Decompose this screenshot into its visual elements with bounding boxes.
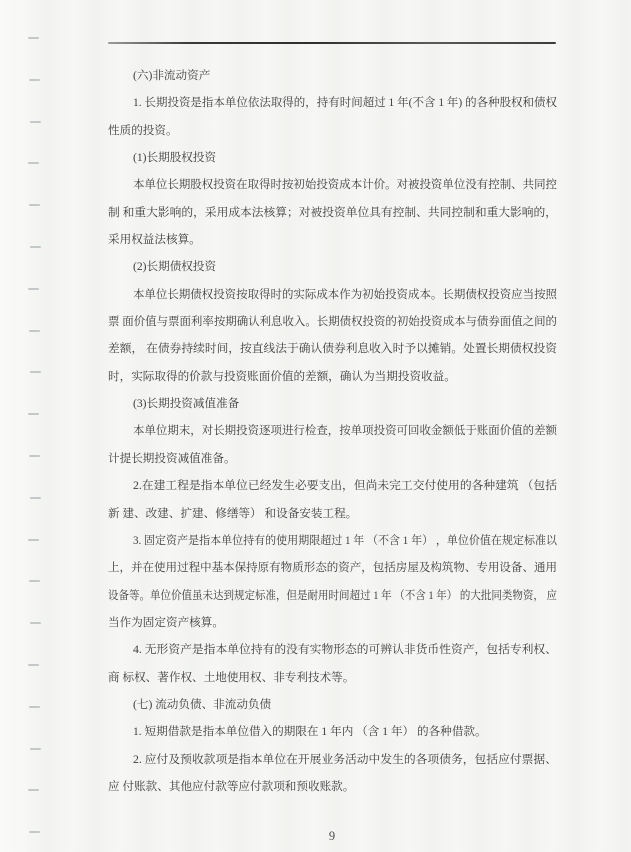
margin-mark	[29, 204, 40, 206]
text-line: 4. 无形资产是指本单位持有的没有实物形态的可辨认非货币性资产，包括专利权、	[133, 643, 557, 657]
margin-mark	[30, 121, 41, 123]
margin-mark	[30, 622, 41, 624]
margin-mark	[29, 455, 40, 457]
margin-mark	[30, 371, 41, 373]
text-line: 设备等。单位价值虽未达到规定标准，但是耐用时间超过 1 年 （不含 1 年） 的大批同类物资， 应	[108, 588, 557, 602]
text-line: (六)非流动资产	[133, 69, 211, 82]
margin-mark	[29, 580, 40, 582]
margin-mark	[30, 497, 41, 499]
margin-mark	[28, 37, 39, 39]
text-line: 制 和重大影响的，采用成本法核算；对被投资单位具有控制、共同控制和重大影响的，	[108, 205, 557, 219]
text-line: 上，并在使用过程中基本保持原有物质形态的资产，包括房屋及构筑物、专用设备、通用	[108, 561, 557, 575]
text-line: 差额， 在债券持续时间，按直线法于确认债券利息收入时予以摊销。处置长期债权投资	[108, 342, 557, 356]
text-line: 计提长期投资减值准备。	[108, 451, 236, 465]
text-line: 应 付账款、其他应付款等应付款项和预收账款。	[108, 779, 355, 793]
text-line: 新 建、改建、扩建、修缮等） 和设备安装工程。	[108, 506, 358, 520]
text-line: (3)长期投资减值准备	[133, 397, 240, 411]
margin-mark	[28, 789, 39, 791]
text-line: 2.在建工程是指本单位已经发生必要支出，但尚未完工交付使用的各种建筑 （包括	[133, 479, 557, 493]
text-line: 商 标权、著作权、土地使用权、非专利技术等。	[108, 670, 355, 684]
text-line: (1)长期股权投资	[133, 151, 217, 165]
text-line: 2. 应付及预收款项是指本单位在开展业务活动中发生的各项债务，包括应付票据、	[133, 752, 557, 766]
header-rule	[108, 42, 556, 44]
text-line: 本单位长期股权投资在取得时按初始投资成本计价。对被投资单位没有控制、共同控	[133, 178, 557, 192]
margin-mark	[28, 162, 39, 164]
text-line: 本单位长期债权投资按取得时的实际成本作为初始投资成本。长期债权投资应当按照	[133, 287, 557, 301]
text-line: (七) 流动负债、非流动负债	[133, 697, 272, 711]
text-line: 本单位期末，对长期投资逐项进行检查，按单项投资可回收金额低于账面价值的差额	[133, 424, 557, 438]
margin-mark	[30, 246, 41, 248]
text-line: 性质的投资。	[108, 123, 178, 137]
margin-mark	[28, 288, 39, 290]
margin-mark	[29, 330, 40, 332]
margin-mark	[28, 413, 39, 415]
margin-mark	[29, 706, 40, 708]
margin-mark	[28, 539, 39, 541]
text-line: 时，实际取得的价款与投资账面价值的差额，确认为当期投资收益。	[108, 369, 456, 383]
margin-mark	[30, 748, 41, 750]
document-body	[108, 62, 557, 800]
text-line: 当作为固定资产核算。	[108, 615, 224, 629]
text-line: 1. 长期投资是指本单位依法取得的，持有时间超过 1 年(不含 1 年) 的各种股权和债权	[133, 96, 557, 110]
margin-mark	[29, 831, 40, 833]
margin-mark	[28, 664, 39, 666]
text-line: 票 面价值与票面利率按期确认利息收入。长期债权投资的初始投资成本与债券面值之间的	[108, 315, 557, 329]
text-line: (2)长期债权投资	[133, 260, 217, 274]
text-line: 采用权益法核算。	[108, 233, 201, 247]
text-line: 1. 短期借款是指本单位借入的期限在 1 年内 （含 1 年） 的各种借款。	[133, 725, 487, 739]
margin-mark	[29, 79, 40, 81]
text-line: 3. 固定资产是指本单位持有的使用期限超过 1 年 （不含 1 年） ，单位价值在规定标准以	[133, 533, 557, 547]
page-number: 9	[328, 829, 336, 843]
